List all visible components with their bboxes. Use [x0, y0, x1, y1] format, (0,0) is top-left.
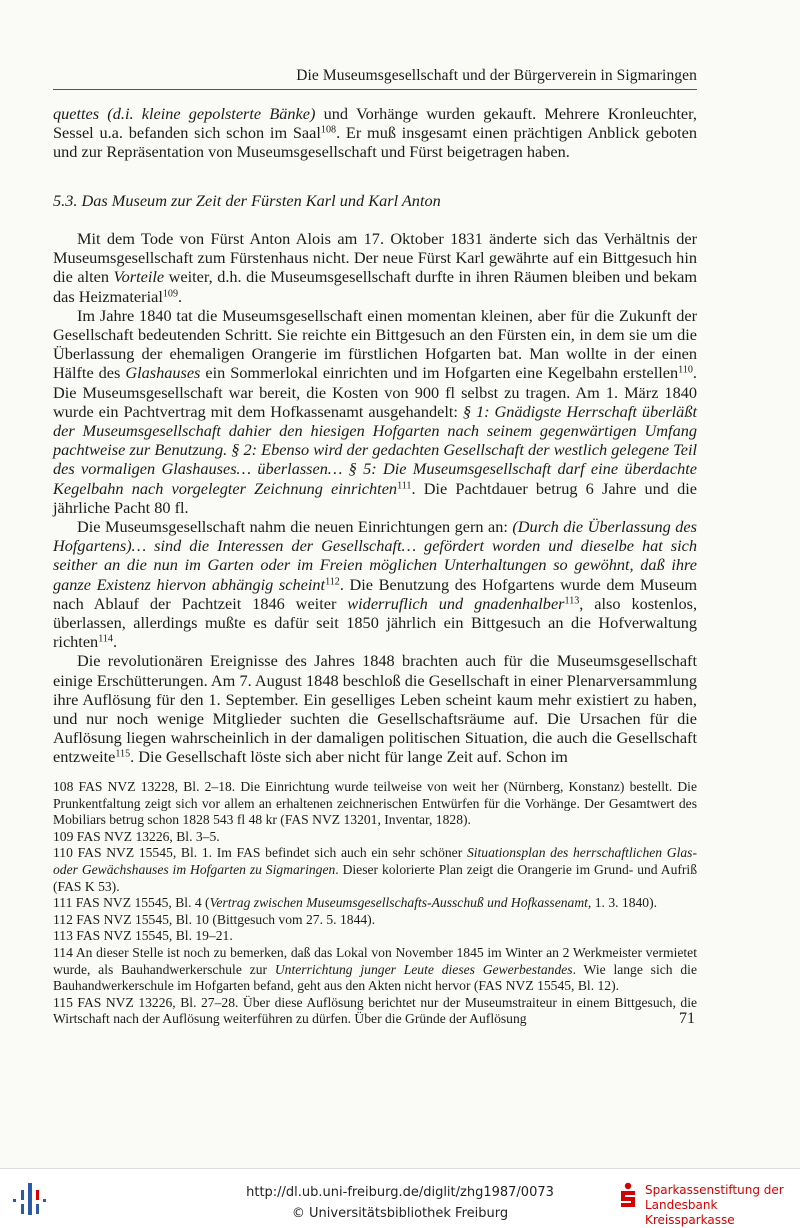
- text-span: ein Sommerlokal einrichten und im Hofgarten eine Kegelbahn erstellen: [200, 363, 679, 383]
- text-span: .: [112, 632, 118, 652]
- header-rule: [53, 89, 697, 90]
- footnote-ref-112: 112: [325, 576, 340, 588]
- footnote-ref-113: 113: [564, 595, 580, 607]
- text-span: . Dieser kolorierte Plan zeigt die Orangerie im Grund- und Aufriß (FAS K 53).: [53, 861, 697, 894]
- text-span: 111 FAS NVZ 15545, Bl. 4 (: [53, 895, 210, 911]
- text-span: . Wie lange sich die Bauhandwerkerschule im Hofgarten befand, geht aus den Akten nicht hervor (FAS NVZ 15545, Bl. 12).: [53, 961, 697, 994]
- italic-title: Unterrichtung junger Leute dieses Gewerbestandes: [274, 961, 573, 977]
- paragraph-3: [53, 517, 697, 651]
- sponsor-line-1: Sparkassenstiftung der: [645, 1183, 784, 1197]
- paragraph-2: [53, 306, 697, 517]
- footnote-ref-108: 108: [320, 124, 337, 136]
- sponsor-line-2: Landesbank Kreissparkasse: [645, 1198, 735, 1227]
- text-span: 114 An dieser Stelle ist noch zu bemerken, daß das Lokal von November 1845 im Winter an 2 Werkmeister vermietet wurde, als Bauhandwerkerschule zur: [53, 944, 697, 977]
- italic-quote: (Durch die Überlassung des Hofgartens)… sind die Interessen der Gesellschaft… gefördert worden und dieselbe hat sich seither an die nun im Garten oder im Freien möglichen Unterhaltungen so gewöhnt, daß ihre ganze Existenz hiervon abhängig scheint: [53, 517, 697, 594]
- running-head: Die Museumsgesellschaft und der Bürgerverein in Sigmaringen: [296, 67, 697, 84]
- footnotes: [53, 779, 697, 1028]
- body-text-section: [53, 229, 697, 767]
- footnote-114: [53, 945, 697, 995]
- italic-quote: § 1: Gnädigste Herrschaft überläßt der Museumsgesellschaft dahier den hiesigen Hofgarten nach seinem gegenwärtigen Umfang pachtweise zur Benutzung. § 2: Ebenso wird der gedachten Gesellschaft der westlich gelegene Teil des vormaligen Glashauses… überlassen… § 5: Die Museumsgesellschaft darf eine überdachte Kegelbahn nach vorgelegter Zeichnung einrichten: [53, 401, 697, 498]
- sparkasse-logo-icon: [617, 1182, 639, 1210]
- footnote-113: 113 FAS NVZ 15545, Bl. 19–21.: [53, 928, 233, 944]
- text-span: . Die Pachtdauer betrug 6 Jahre und die jährliche Pacht 80 fl.: [53, 478, 698, 517]
- page-number: 71: [679, 1010, 695, 1027]
- permalink[interactable]: http://dl.ub.uni-freiburg.de/diglit/zhg1987/0073: [246, 1185, 554, 1200]
- footnote-112: 112 FAS NVZ 15545, Bl. 10 (Bittgesuch vom 27. 5. 1844).: [53, 911, 376, 927]
- section-heading: 5.3. Das Museum zur Zeit der Fürsten Karl und Karl Anton: [53, 191, 441, 210]
- text-span: Die revolutionären Ereignisse des Jahres 1848 brachten auch für die Museumsgesellschaft einige Erschütterungen. Am 7. August 1848 beschloß die Gesellschaft in einer Plenarversammlung ihre Auflösung für den 1. September. Ein geselliges Leben scheint kaum mehr existiert zu haben, und nur noch wenige Mitglieder suchten die Gesellschaftsräume auf. Die Ursachen für die Auflösung liegen wahrscheinlich in der damaligen politischen Situation, die auch die Gesellschaft entzweite: [53, 651, 697, 767]
- text-span: Im Jahre 1840 tat die Museumsgesellschaft einen momentan kleinen, aber für die Zukunft der Gesellschaft bedeutenden Schritt. Sie reichte ein Bittgesuch an den Fürsten ein, in dem sie um die Überlassung der ehemaligen Orangerie im fürstlichen Hofgarten bat. Man wollte in der einen Hälfte des: [53, 305, 697, 383]
- footnote-111: [53, 895, 697, 912]
- paragraph-1: [53, 229, 697, 306]
- footnote-ref-114: 114: [98, 633, 113, 645]
- text-span: weiter, d.h. die Museumsgesellschaft durfte in ihren Räumen bleiben und bekam das Heizmaterial: [53, 267, 697, 306]
- text-span: .: [177, 286, 183, 306]
- footnote-ref-115: 115: [115, 748, 131, 760]
- italic-title: Situationsplan des herrschaftlichen Glas- oder Gewächshauses im Hofgarten zu Sigmaringen: [53, 845, 697, 877]
- text-span: . Die Gesellschaft löste sich aber nicht für lange Zeit auf. Schon im: [130, 747, 568, 767]
- copyright: © Universitätsbibliothek Freiburg: [291, 1206, 509, 1221]
- italic-phrase: Vorteile: [113, 267, 165, 287]
- footnote-109: 109 FAS NVZ 13226, Bl. 3–5.: [53, 828, 220, 844]
- body-text-top: [53, 104, 697, 162]
- viewer-footer: [0, 1168, 800, 1227]
- text-span: und Vorhänge wurden gekauft. Mehrere Kronleuchter, Sessel u.a. befanden sich schon im Saal: [53, 104, 697, 143]
- sponsor-name: [645, 1183, 800, 1228]
- paragraph-4: [53, 651, 697, 766]
- italic-phrase: Glashauses: [125, 363, 201, 383]
- italic-phrase: widerruflich und gnadenhalber: [347, 593, 565, 613]
- footnote-ref-109: 109: [162, 288, 178, 300]
- italic-title: Vertrag zwischen Museumsgesellschafts-Ausschuß und Hofkassenamt: [209, 895, 588, 911]
- text-span: , 1. 3. 1840).: [587, 895, 658, 911]
- paragraph-continued: [53, 104, 697, 162]
- footnote-108: 108 FAS NVZ 13228, Bl. 2–18. Die Einrichtung wurde teilweise von weit her (Nürnberg, Konstanz) bestellt. Die Prunkentfaltung zeigt sich vor allem an erhaltenen zeichnerischen Entwürfen für die Vorhänge. Der Gesamtwert des Mobiliars betrug schon 1828 543 fl 48 kr (FAS NVZ 13201, Inventar, 1828).: [53, 779, 697, 828]
- text-span: , also kostenlos, überlassen, allerdings mußte es dafür seit 1850 jährlich ein Bittgesuch an die Hofverwaltung richten: [53, 593, 698, 652]
- footnote-115: 115 FAS NVZ 13226, Bl. 27–28. Über diese Auflösung berichtet nur der Museumstraiteur in einem Bittgesuch, die Wirtschaft nach der Auflösung weiterführen zu dürfen. Über die Gründe der Auflösung: [53, 994, 697, 1027]
- footnote-ref-111: 111: [397, 480, 412, 492]
- text-span: Die Museumsgesellschaft nahm die neuen Einrichtungen gern an:: [77, 517, 513, 537]
- italic-phrase: quettes (d.i. kleine gepolsterte Bänke): [53, 104, 316, 123]
- text-span: Mit dem Tode von Fürst Anton Alois am 17. Oktober 1831 änderte sich das Verhältnis der Museumsgesellschaft zum Fürstenhaus nicht. Der neue Fürst Karl gewährte auf ein Bittgesuch hin die alten: [53, 229, 697, 287]
- text-span: . Die Benutzung des Hofgartens wurde dem Museum nach Ablauf der Pachtzeit 1846 weiter: [53, 574, 697, 613]
- text-span: 110 FAS NVZ 15545, Bl. 1. Im FAS befindet sich auch ein sehr schöner: [53, 845, 467, 861]
- text-span: . Er muß insgesamt einen prächtigen Anblick geboten und zur Repräsentation von Museumsgesellschaft und Fürst beigetragen haben.: [53, 123, 697, 162]
- text-span: . Die Museumsgesellschaft war bereit, die Kosten von 900 fl selbst zu tragen. Am 1. März 1840 wurde ein Pachtvertrag mit dem Hofkassenamt ausgehandelt:: [53, 363, 697, 421]
- footnote-110: [53, 845, 697, 895]
- footnote-ref-110: 110: [678, 364, 693, 376]
